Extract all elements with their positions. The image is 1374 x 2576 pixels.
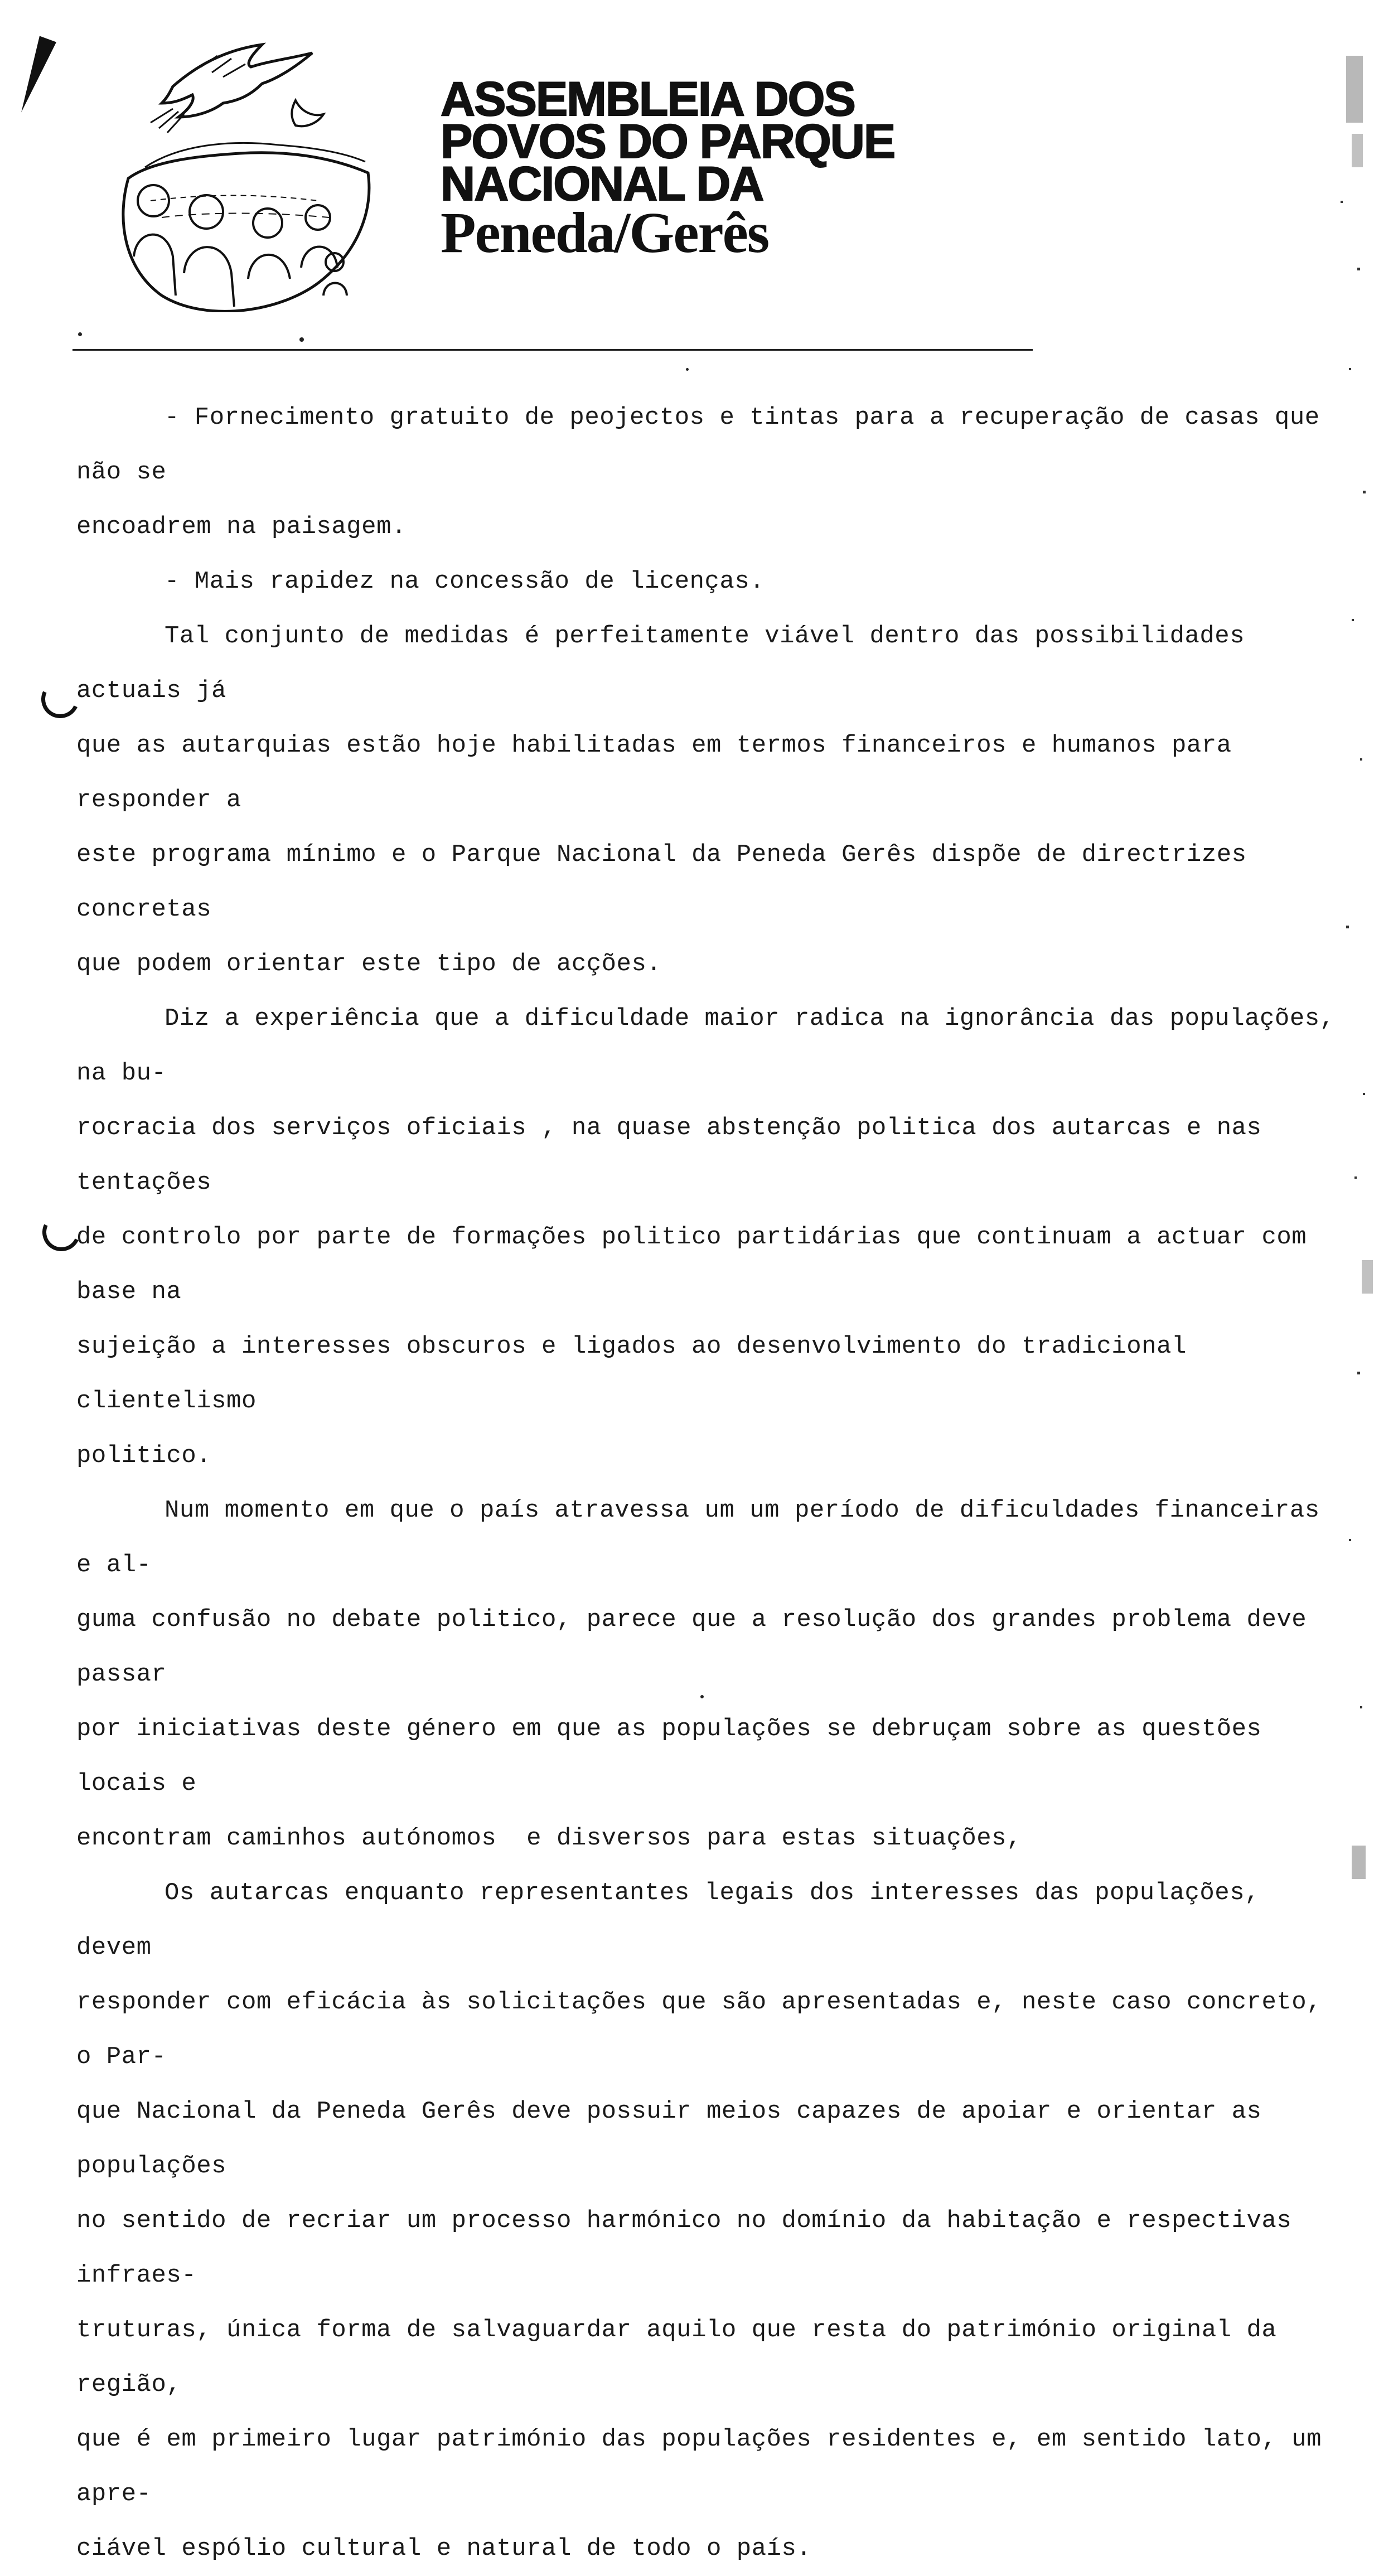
ink-speck xyxy=(686,368,689,371)
paragraph-3: Tal conjunto de medidas é perfeitamente viável dentro das possibilidades actuais já que as autarquias estão hoje habilitadas em termos financeiros e humanos para responder a este programa mínimo e o Parque Nacional da Peneda Gerês dispõe de directrizes concretas que podem orientar este tipo de acções. xyxy=(76,622,1247,978)
title-line-1: ASSEMBLEIA DOS xyxy=(441,72,855,126)
title-line-2: POVOS DO PARQUE xyxy=(441,115,895,168)
ink-speck xyxy=(78,332,82,336)
paragraph-1: - Fornecimento gratuito de peojectos e tintas para a recuperação de casas que não se encoadrem na paisagem. xyxy=(76,404,1320,541)
ink-speck xyxy=(299,337,304,342)
corner-ink-mark xyxy=(13,36,56,116)
letterhead-rule xyxy=(72,349,1033,351)
title-line-3: NACIONAL DA xyxy=(441,157,763,211)
assembly-logo xyxy=(84,33,441,312)
title-line-4: Peneda/Gerês xyxy=(441,201,769,265)
letterhead-title xyxy=(441,72,1054,265)
paragraph-5: Num momento em que o país atravessa um um período de dificuldades financeiras e al- guma confusão no debate politico, parece que a resolução dos grandes problema deve passar por iniciativas deste género em que as populações se debruçam sobre as questões locais e encontram caminhos autónomos e disversos para estas situações, xyxy=(76,1497,1320,1852)
document-body xyxy=(76,390,1337,2576)
paragraph-2: - Mais rapidez na concessão de licenças. xyxy=(165,568,765,595)
paragraph-4: Diz a experiência que a dificuldade maior radica na ignorância das populações, na bu- rocracia dos serviços oficiais , na quase abstenção politica dos autarcas e nas tentações de controlo por parte de formações politico partidárias que continuam a actuar com base na sujeição a interesses obscuros e ligados ao desenvolvimento do tradicional clientelismo politico. xyxy=(76,1005,1335,1470)
paragraph-6: Os autarcas enquanto representantes legais dos interesses das populações, devem responder com eficácia às solicitações que são apresentadas e, neste caso concreto, o Par- que Nacional da Peneda Gerês deve possuir meios capazes de apoiar e orientar as populações no sentido de recriar um processo harmónico no domínio da habitação e respectivas infraes- truturas, única forma de salvaguardar aquilo que resta do património original da região, que é em primeiro lugar património das populações residentes e, em sentido lato, um apre- ciável espólio cultural e natural de todo o país. xyxy=(76,1879,1322,2563)
